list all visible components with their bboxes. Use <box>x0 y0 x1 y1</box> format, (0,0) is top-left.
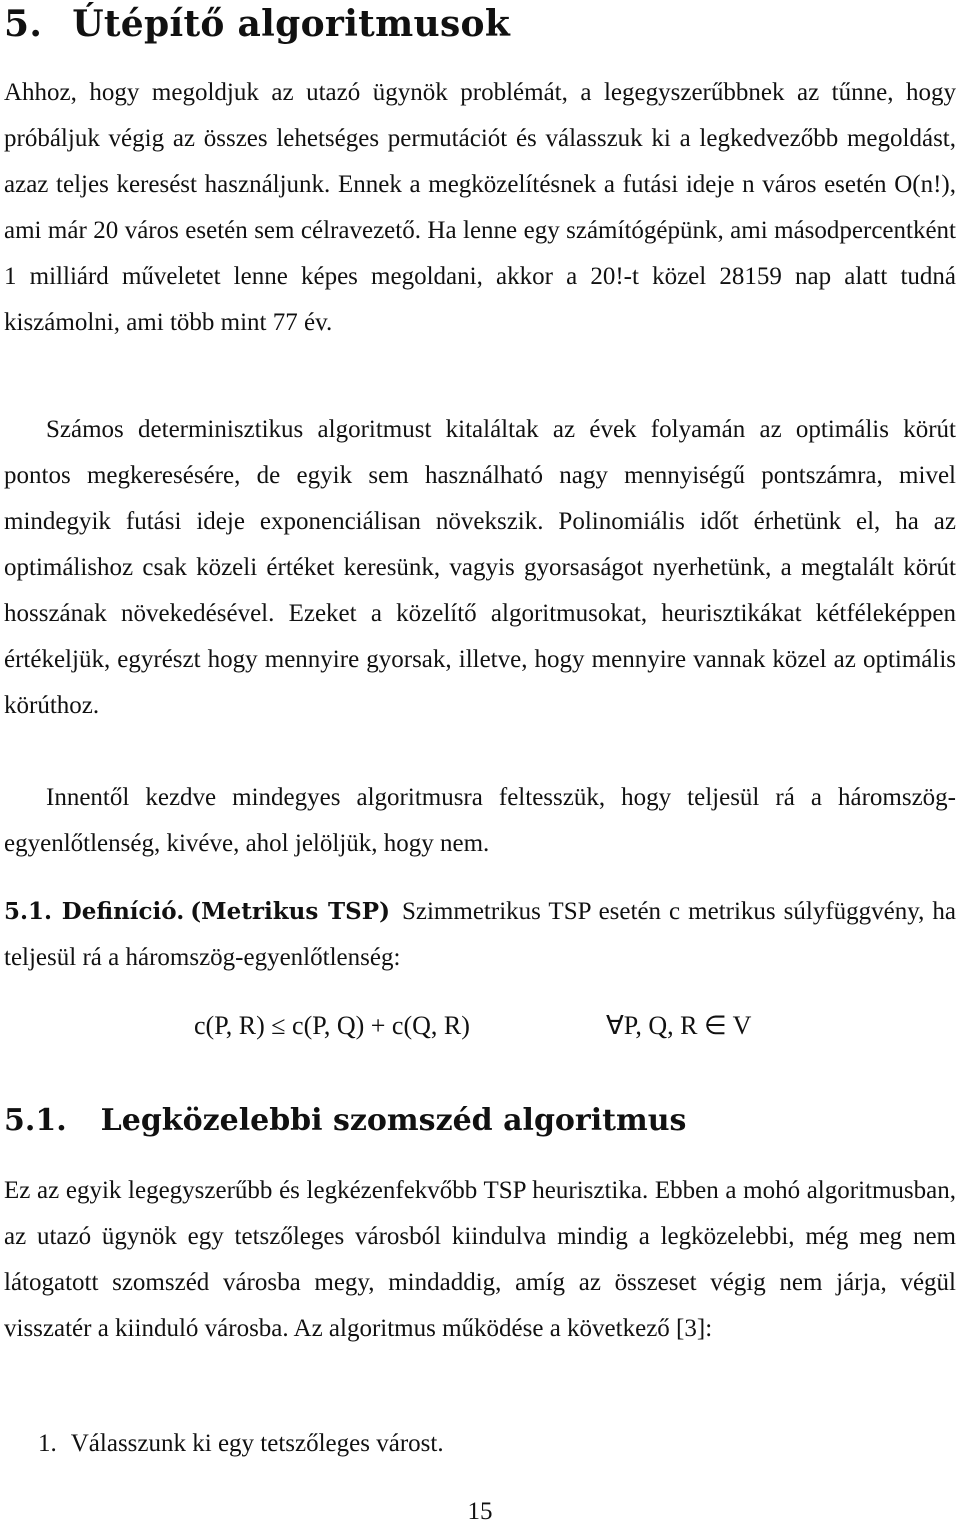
definition-text: Szimmetrikus TSP esetén c metrikus súlyfüggvény, ha teljesül rá a háromszög-egyenlőtlenség: <box>4 898 956 971</box>
paragraph-triangle-assumption: Innentől kezdve mindegyes algoritmusra feltesszük, hogy teljesül rá a háromszög-egyenlőtlenség, kivéve, ahol jelöljük, hogy nem. <box>4 784 956 857</box>
section-title <box>4 1099 686 1143</box>
list-marker: 1. <box>38 1430 57 1457</box>
triangle-inequality-equation <box>194 1006 834 1046</box>
section-title-text: Legközelebbi szomszéd algoritmus <box>100 1103 687 1138</box>
chapter-title <box>4 2 510 46</box>
equation-formula: c(P, R) ≤ c(P, Q) + c(Q, R) <box>194 1011 470 1040</box>
list-item-text: Válasszunk ki egy tetszőleges várost. <box>70 1430 444 1457</box>
definition-name: (Metrikus TSP) <box>190 898 390 925</box>
section-number: 5.1. <box>4 1103 67 1138</box>
equation-condition: ∀P, Q, R ∈ V <box>606 1011 752 1040</box>
paragraph-nearest-neighbour: Ez az egyik legegyszerűbb és legkézenfekvőbb TSP heurisztika. Ebben a mohó algoritmusban, az utazó ügynök egy tetszőleges városból kiindulva mindig a legközelebbi, még meg nem látogatott szomszéd városba megy, mindaddig, amíg az összeset végig nem járja, végül visszatér a kiinduló városba. Az algoritmus működése a következő [3]: <box>4 1177 956 1342</box>
page-number: 15 <box>467 1498 493 1525</box>
paragraph-heuristics: Számos determinisztikus algoritmust kitaláltak az évek folyamán az optimális körút pontos megkeresésére, de egyik sem használható nagy mennyiségű pontszámra, mivel mindegyik futási ideje exponenciálisan növekszik. Polinomiális időt érhetünk el, ha az optimálishoz csak közeli értéket keresünk, vagyis gyorsaságot nyerhetünk, a megtalált körút hosszának növekedésével. Ezeket a közelítő algoritmusokat, heurisztikákat kétféleképpen értékeljük, egyrészt hogy mennyire gyorsak, illetve, hogy mennyire vannak közel az optimális körúthoz. <box>4 416 956 719</box>
chapter-number: 5. <box>4 3 43 45</box>
definition-label: 5.1. Definíció. <box>4 898 185 925</box>
chapter-title-text: Útépítő algoritmusok <box>72 3 511 45</box>
definition-metric-tsp <box>4 889 956 981</box>
list-item <box>38 1422 444 1466</box>
paragraph-intro: Ahhoz, hogy megoldjuk az utazó ügynök problémát, a legegyszerűbbnek az tűnne, hogy próbáljuk végig az összes lehetséges permutációt és válasszuk ki a legkedvezőbb megoldást, azaz teljes keresést használjunk. Ennek a megközelítésnek a futási ideje n város esetén O(n!), ami már 20 város esetén sem célravezető. Ha lenne egy számítógépünk, ami másodpercentként 1 milliárd műveletet lenne képes megoldani, akkor a 20!-t közel 28159 nap alatt tudná kiszámolni, ami több mint 77 év. <box>4 79 956 336</box>
